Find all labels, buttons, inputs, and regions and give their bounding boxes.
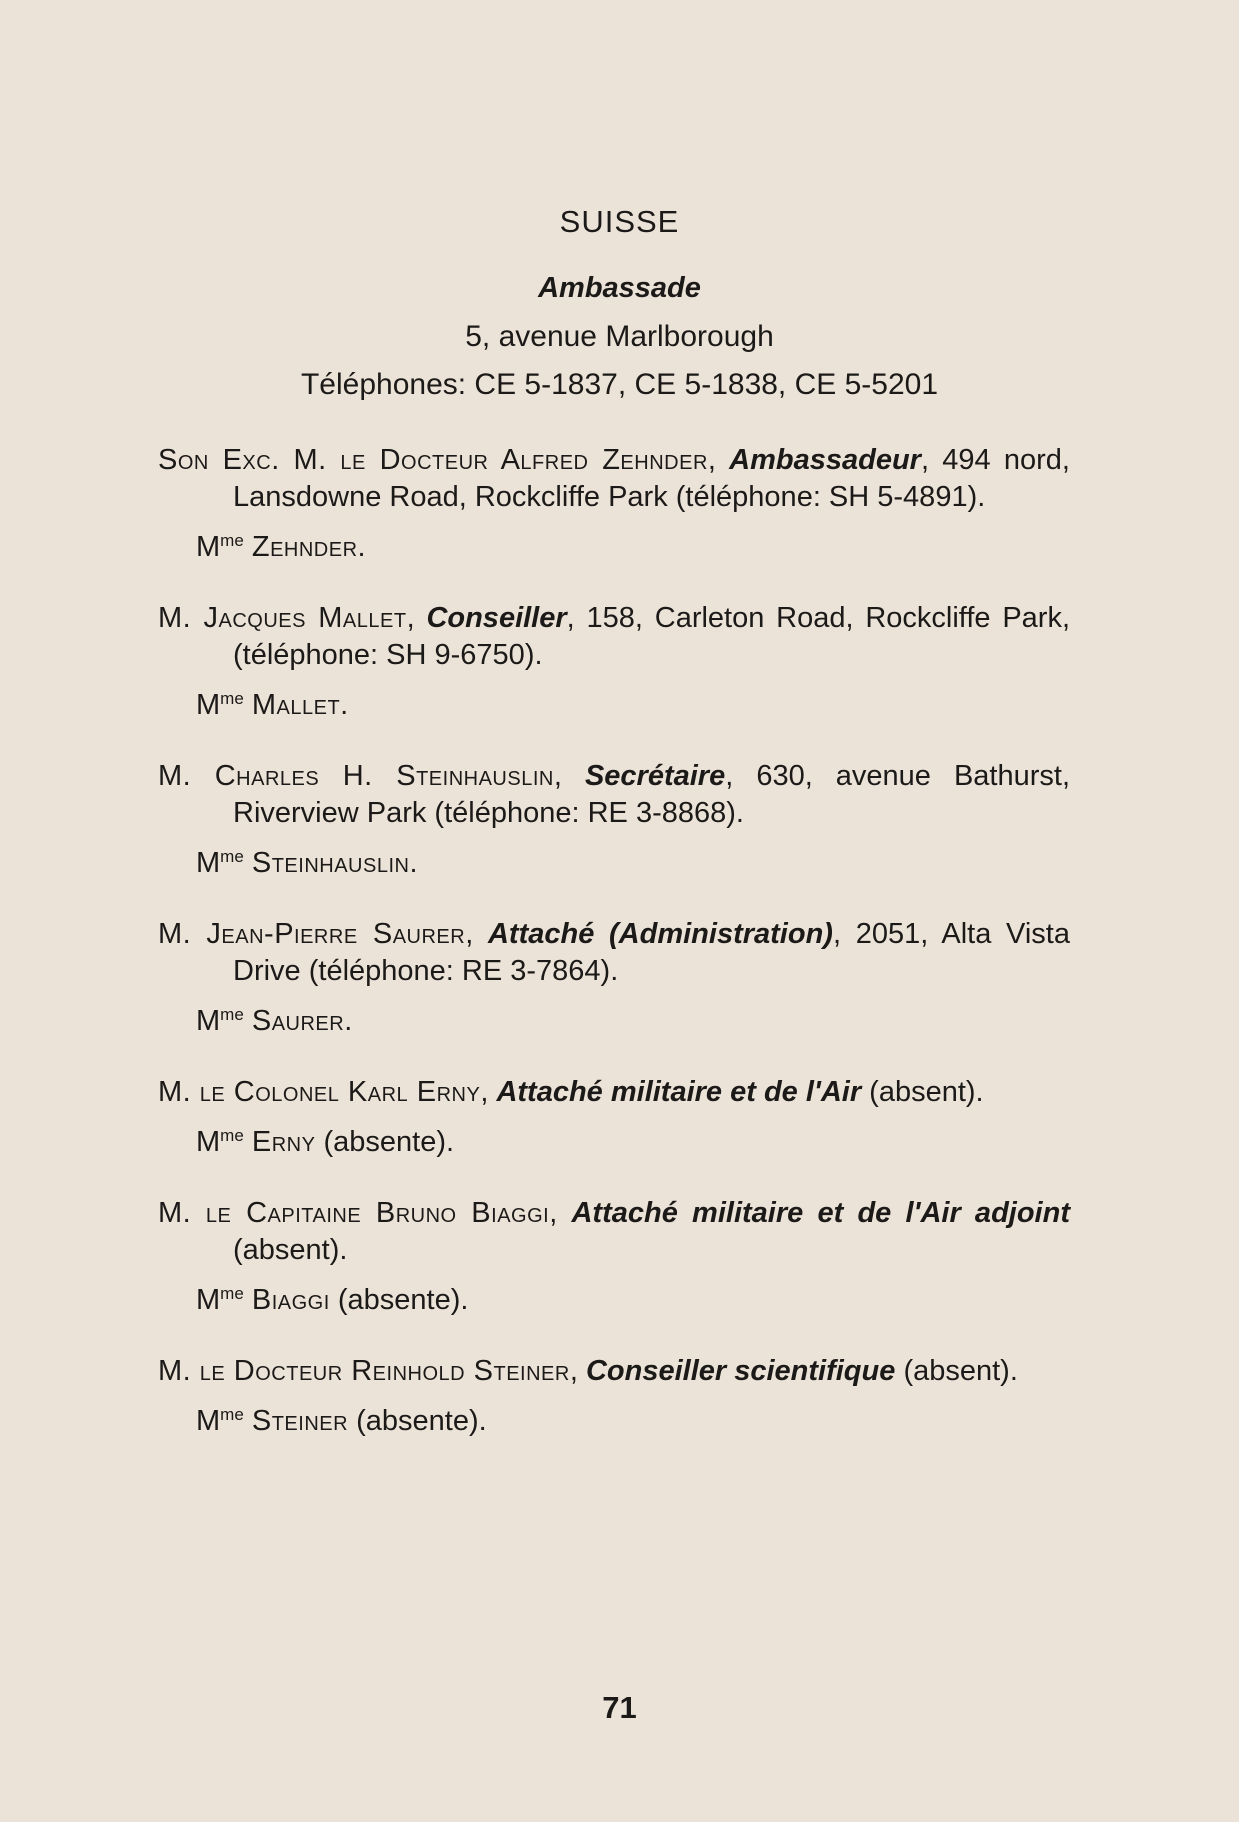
staff-title: Attaché militaire et de l'Air [496,1076,862,1108]
spouse-prefix: M [196,1005,221,1037]
staff-entry [158,1074,1070,1161]
staff-name: Son Exc. M. le Docteur Alfred Zehnder [158,444,708,476]
spouse-prefix-sup: me [220,1005,244,1024]
staff-name: M. Jean-Pierre Saurer [158,918,466,950]
spouse-prefix: M [196,847,221,879]
spouse-prefix-sup: me [220,1126,244,1145]
mission-phones: Téléphones: CE 5-1837, CE 5-1838, CE 5-5201 [300,368,939,401]
spouse-note: . [409,847,418,879]
staff-details: 494 nord, Lansdowne Road, Rockcliffe Park (téléphone: SH 5-4891). [233,444,1070,513]
spouse-prefix: M [196,689,221,721]
spouse-note: (absente). [315,1126,455,1158]
page-number: 71 [602,1690,637,1725]
staff-entry [158,600,1070,724]
spouse-prefix-sup: me [220,531,244,550]
staff-entry-main: M. le Colonel Karl Erny, Attaché militaire et de l'Air (absent). [158,1076,984,1108]
spouse-prefix: M [196,531,221,563]
spouse-line [196,838,1070,882]
staff-list [158,442,1070,1474]
staff-entry-main: M. Jean-Pierre Saurer, Attaché (Administration), 2051, Alta Vista Drive (téléphone: RE 3-7864). [158,918,1070,987]
spouse-prefix-sup: me [220,689,244,708]
staff-name: M. le Docteur Reinhold Steiner [158,1355,570,1387]
staff-title: Conseiller [426,602,567,634]
staff-entry [158,1353,1070,1440]
mission-address: 5, avenue Marlborough [465,320,774,353]
spouse-note: . [340,689,349,721]
spouse-line [196,1117,1070,1161]
staff-details: (absent). [903,1355,1018,1387]
spouse-name: Saurer [251,1005,345,1037]
spouse-prefix: M [196,1405,221,1437]
spouse-prefix-sup: me [220,1284,244,1303]
staff-name: M. Charles H. Steinhauslin [158,760,554,792]
spouse-name: Steinhauslin [251,847,410,879]
spouse-note: . [344,1005,353,1037]
spouse-name: Zehnder [251,531,358,563]
staff-title: Secrétaire [584,760,726,792]
staff-title: Attaché (Administration) [487,918,833,950]
staff-title: Attaché militaire et de l'Air adjoint [571,1197,1070,1229]
staff-details: (absent). [869,1076,984,1108]
spouse-name: Mallet [251,689,341,721]
spouse-line [196,1275,1070,1319]
spouse-note: (absente). [348,1405,487,1437]
spouse-note: . [357,531,366,563]
staff-title: Ambassadeur [729,444,921,476]
staff-entry-main: M. le Docteur Reinhold Steiner, Conseiller scientifique (absent). [158,1355,1018,1387]
spouse-name: Biaggi [251,1284,330,1316]
staff-entry [158,1195,1070,1319]
spouse-prefix-sup: me [220,847,244,866]
mission-type: Ambassade [538,272,701,304]
spouse-note: (absente). [329,1284,469,1316]
spouse-line [196,1396,1070,1440]
staff-entry [158,758,1070,882]
spouse-line [196,996,1070,1040]
spouse-prefix: M [196,1284,221,1316]
staff-name: M. le Capitaine Bruno Biaggi [158,1197,550,1229]
spouse-name: Steiner [251,1405,349,1437]
spouse-prefix-sup: me [220,1405,244,1424]
spouse-prefix: M [196,1126,221,1158]
staff-title: Conseiller scientifique [585,1355,896,1387]
staff-entry-main: Son Exc. M. le Docteur Alfred Zehnder, Ambassadeur, 494 nord, Lansdowne Road, Rockcliffe Park (téléphone: SH 5-4891). [158,444,1070,513]
staff-entry-main: M. Jacques Mallet, Conseiller, 158, Carleton Road, Rockcliffe Park, (téléphone: SH 9-6750). [158,602,1070,671]
staff-details: 158, Carleton Road, Rockcliffe Park, (téléphone: SH 9-6750). [233,602,1070,671]
staff-details: (absent). [233,1234,348,1266]
country-heading: SUISSE [559,204,680,239]
staff-entry [158,442,1070,566]
staff-entry-main: M. Charles H. Steinhauslin, Secrétaire, 630, avenue Bathurst, Riverview Park (téléphone: RE 3-8868). [158,760,1070,829]
staff-entry [158,916,1070,1040]
staff-details: 2051, Alta Vista Drive (téléphone: RE 3-7864). [233,918,1070,987]
staff-details: 630, avenue Bathurst, Riverview Park (téléphone: RE 3-8868). [233,760,1070,829]
staff-name: M. le Colonel Karl Erny [158,1076,481,1108]
staff-name: M. Jacques Mallet [158,602,407,634]
spouse-line [196,522,1070,566]
spouse-line [196,680,1070,724]
spouse-name: Erny [251,1126,316,1158]
staff-entry-main: M. le Capitaine Bruno Biaggi, Attaché militaire et de l'Air adjoint (absent). [158,1197,1070,1266]
